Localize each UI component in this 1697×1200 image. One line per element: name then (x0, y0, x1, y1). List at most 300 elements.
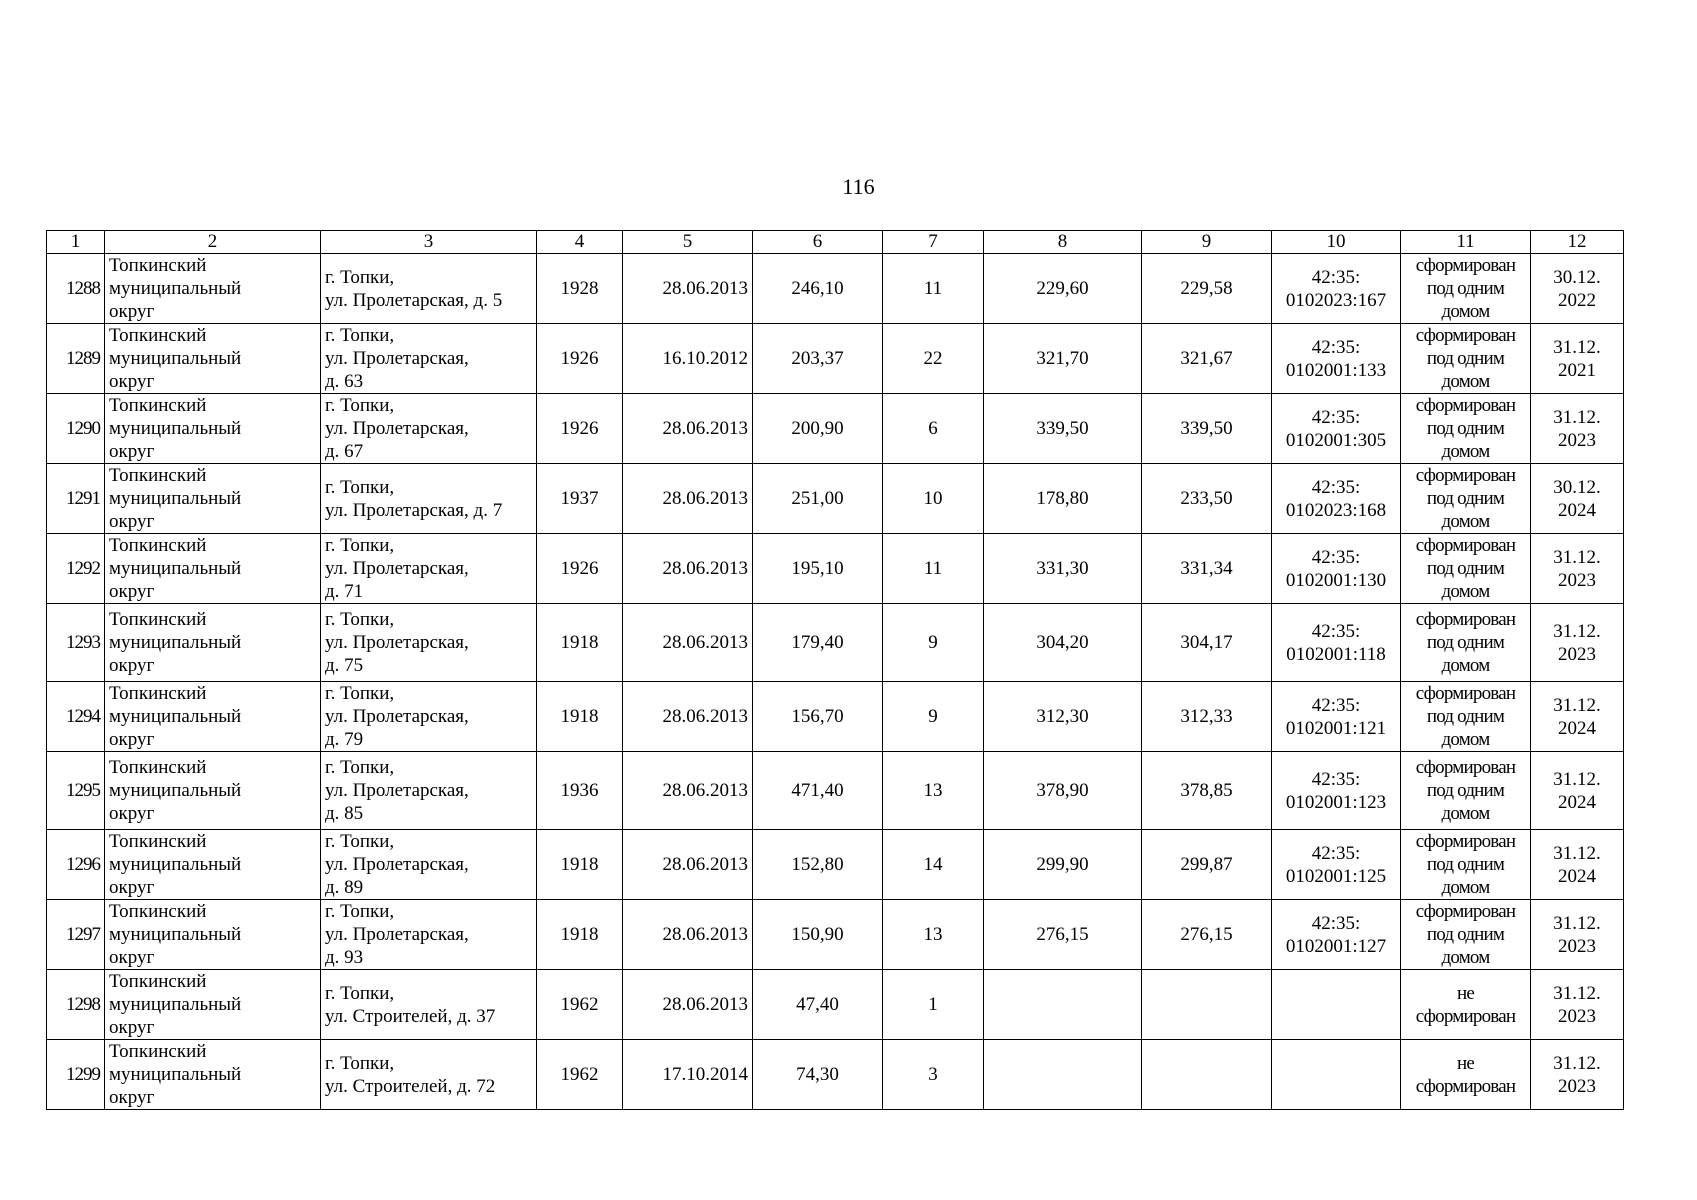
land-status-line: под одним (1426, 780, 1505, 801)
value-8-cell: 178,80 (984, 464, 1142, 534)
municipality-line: Топкинский (109, 325, 207, 346)
value-8-cell (984, 970, 1142, 1040)
housing-registry-table (46, 230, 1624, 1110)
municipality-line: муниципальный (109, 348, 242, 369)
due-date-line: 2023 (1558, 1075, 1596, 1097)
value-6-cell: 74,30 (753, 1040, 883, 1110)
value-7-cell: 14 (883, 830, 984, 900)
municipality-line: округ (109, 729, 155, 750)
land-status-line: домом (1441, 301, 1490, 322)
row-number-cell: 1292 (47, 534, 105, 604)
address-line: г. Топки, (325, 982, 395, 1004)
cadastral-number-line: 0102023:168 (1285, 499, 1387, 521)
column-header: 12 (1531, 231, 1624, 254)
table-row (47, 970, 1624, 1040)
value-6-cell: 156,70 (753, 682, 883, 752)
land-status-line: сформирован (1415, 609, 1516, 630)
due-date-line: 31.12. (1553, 406, 1601, 428)
row-number-cell: 1288 (47, 254, 105, 324)
address-line: ул. Пролетарская, (325, 780, 469, 801)
value-8-cell: 312,30 (984, 682, 1142, 752)
land-status-cell (1401, 394, 1531, 464)
land-status-line: под одним (1426, 558, 1505, 579)
land-status-line: под одним (1426, 418, 1505, 439)
construction-year-cell: 1937 (537, 464, 623, 534)
column-header: 9 (1142, 231, 1272, 254)
due-date-cell (1531, 752, 1624, 830)
municipality-cell (105, 324, 321, 394)
table-row (47, 900, 1624, 970)
land-status-line: сформирован (1415, 1005, 1516, 1027)
land-status-line: сформирован (1415, 683, 1516, 704)
land-status-cell (1401, 254, 1531, 324)
cadastral-number-line: 42:35: (1311, 546, 1361, 568)
municipality-cell (105, 970, 321, 1040)
cadastral-number-cell (1272, 534, 1401, 604)
value-9-cell (1142, 970, 1272, 1040)
address-line: ул. Пролетарская, (325, 706, 469, 727)
address-line: ул. Пролетарская, (325, 854, 469, 875)
address-line: д. 93 (325, 947, 364, 968)
land-status-line: под одним (1426, 488, 1505, 509)
municipality-line: муниципальный (109, 278, 242, 299)
value-6-cell: 246,10 (753, 254, 883, 324)
address-line: д. 67 (325, 441, 364, 462)
land-status-line: домом (1441, 371, 1490, 392)
address-line: ул. Пролетарская, (325, 418, 469, 439)
value-6-cell: 47,40 (753, 970, 883, 1040)
cadastral-number-cell (1272, 900, 1401, 970)
address-line: ул. Пролетарская, (325, 348, 469, 369)
land-status-cell (1401, 324, 1531, 394)
land-status-line: домом (1441, 729, 1490, 750)
address-line: д. 71 (325, 581, 364, 602)
table-row (47, 752, 1624, 830)
address-line: д. 89 (325, 877, 364, 898)
municipality-cell (105, 254, 321, 324)
land-status-cell (1401, 464, 1531, 534)
municipality-line: Топкинский (109, 971, 207, 992)
address-line: г. Топки, (325, 325, 395, 346)
column-header: 5 (623, 231, 753, 254)
due-date-line: 31.12. (1553, 768, 1601, 790)
construction-year-cell: 1926 (537, 394, 623, 464)
row-number-cell: 1295 (47, 752, 105, 830)
value-6-cell: 152,80 (753, 830, 883, 900)
due-date-line: 2024 (1558, 865, 1596, 887)
municipality-line: муниципальный (109, 632, 242, 653)
municipality-line: Топкинский (109, 535, 207, 556)
cadastral-number-cell (1272, 394, 1401, 464)
address-cell (321, 752, 537, 830)
municipality-cell (105, 464, 321, 534)
address-line: г. Топки, (325, 395, 395, 416)
date-cell: 17.10.2014 (623, 1040, 753, 1110)
land-status-line: под одним (1426, 632, 1505, 653)
municipality-line: муниципальный (109, 994, 242, 1015)
municipality-line: округ (109, 803, 155, 824)
value-7-cell: 10 (883, 464, 984, 534)
header-row (47, 231, 1624, 254)
value-6-cell: 200,90 (753, 394, 883, 464)
due-date-line: 31.12. (1553, 1052, 1601, 1074)
municipality-line: округ (109, 371, 155, 392)
address-line: ул. Пролетарская, (325, 924, 469, 945)
value-7-cell: 6 (883, 394, 984, 464)
value-7-cell: 1 (883, 970, 984, 1040)
construction-year-cell: 1918 (537, 830, 623, 900)
cadastral-number-line: 42:35: (1311, 266, 1361, 288)
value-9-cell: 229,58 (1142, 254, 1272, 324)
municipality-line: округ (109, 947, 155, 968)
address-cell (321, 970, 537, 1040)
row-number-cell: 1296 (47, 830, 105, 900)
cadastral-number-cell (1272, 464, 1401, 534)
municipality-line: Топкинский (109, 609, 207, 630)
date-cell: 28.06.2013 (623, 970, 753, 1040)
municipality-cell (105, 752, 321, 830)
column-header: 3 (321, 231, 537, 254)
cadastral-number-line: 0102001:125 (1285, 865, 1387, 887)
value-7-cell: 9 (883, 604, 984, 682)
value-9-cell: 321,67 (1142, 324, 1272, 394)
date-cell: 28.06.2013 (623, 394, 753, 464)
municipality-line: Топкинский (109, 757, 207, 778)
address-cell (321, 604, 537, 682)
cadastral-number-line: 42:35: (1311, 620, 1361, 642)
municipality-line: округ (109, 1087, 155, 1108)
date-cell: 28.06.2013 (623, 682, 753, 752)
due-date-line: 2024 (1558, 791, 1596, 813)
municipality-line: округ (109, 301, 155, 322)
date-cell: 28.06.2013 (623, 900, 753, 970)
cadastral-number-line: 42:35: (1311, 912, 1361, 934)
page-number: 116 (842, 174, 875, 199)
value-8-cell: 378,90 (984, 752, 1142, 830)
cadastral-number-line: 0102023:167 (1285, 289, 1387, 311)
cadastral-number-line: 0102001:305 (1285, 429, 1387, 451)
due-date-line: 2023 (1558, 643, 1596, 665)
cadastral-number-line: 0102001:121 (1285, 717, 1387, 739)
cadastral-number-cell (1272, 682, 1401, 752)
municipality-cell (105, 1040, 321, 1110)
land-status-line: сформирован (1415, 395, 1516, 416)
due-date-line: 2022 (1558, 289, 1596, 311)
value-9-cell: 339,50 (1142, 394, 1272, 464)
value-7-cell: 22 (883, 324, 984, 394)
land-status-cell (1401, 682, 1531, 752)
address-cell (321, 900, 537, 970)
table-body (47, 231, 1624, 1110)
due-date-line: 31.12. (1553, 842, 1601, 864)
construction-year-cell: 1918 (537, 682, 623, 752)
due-date-line: 31.12. (1553, 982, 1601, 1004)
table-row (47, 830, 1624, 900)
address-line: г. Топки, (325, 476, 395, 498)
value-7-cell: 9 (883, 682, 984, 752)
due-date-line: 2023 (1558, 569, 1596, 591)
value-7-cell: 11 (883, 254, 984, 324)
cadastral-number-cell (1272, 254, 1401, 324)
land-status-cell (1401, 970, 1531, 1040)
address-cell (321, 682, 537, 752)
due-date-cell (1531, 534, 1624, 604)
address-cell (321, 830, 537, 900)
due-date-cell (1531, 1040, 1624, 1110)
table-row (47, 254, 1624, 324)
column-header: 10 (1272, 231, 1401, 254)
row-number-cell: 1298 (47, 970, 105, 1040)
due-date-cell (1531, 830, 1624, 900)
municipality-line: муниципальный (109, 706, 242, 727)
due-date-line: 30.12. (1553, 476, 1601, 498)
address-line: ул. Пролетарская, (325, 632, 469, 653)
due-date-line: 2021 (1558, 359, 1596, 381)
address-cell (321, 464, 537, 534)
land-status-line: домом (1441, 947, 1490, 968)
row-number-cell: 1299 (47, 1040, 105, 1110)
due-date-line: 2023 (1558, 429, 1596, 451)
cadastral-number-line: 0102001:118 (1286, 643, 1386, 665)
cadastral-number-line: 0102001:127 (1285, 935, 1387, 957)
value-9-cell: 304,17 (1142, 604, 1272, 682)
row-number-cell: 1290 (47, 394, 105, 464)
value-6-cell: 195,10 (753, 534, 883, 604)
due-date-line: 31.12. (1553, 912, 1601, 934)
date-cell: 28.06.2013 (623, 830, 753, 900)
cadastral-number-cell (1272, 324, 1401, 394)
due-date-cell (1531, 464, 1624, 534)
address-line: г. Топки, (325, 1052, 395, 1074)
municipality-line: округ (109, 511, 155, 532)
column-header: 1 (47, 231, 105, 254)
cadastral-number-line: 0102001:133 (1285, 359, 1387, 381)
municipality-cell (105, 534, 321, 604)
cadastral-number-line: 42:35: (1311, 694, 1361, 716)
municipality-line: округ (109, 655, 155, 676)
due-date-line: 2024 (1558, 717, 1596, 739)
land-status-line: домом (1441, 581, 1490, 602)
municipality-line: Топкинский (109, 465, 207, 486)
table-row (47, 324, 1624, 394)
municipality-cell (105, 394, 321, 464)
due-date-line: 30.12. (1553, 266, 1601, 288)
address-cell (321, 324, 537, 394)
cadastral-number-line: 42:35: (1311, 336, 1361, 358)
value-9-cell: 331,34 (1142, 534, 1272, 604)
municipality-line: муниципальный (109, 780, 242, 801)
value-9-cell: 378,85 (1142, 752, 1272, 830)
date-cell: 28.06.2013 (623, 254, 753, 324)
municipality-cell (105, 604, 321, 682)
address-line: г. Топки, (325, 683, 395, 704)
value-6-cell: 251,00 (753, 464, 883, 534)
construction-year-cell: 1962 (537, 1040, 623, 1110)
column-header: 6 (753, 231, 883, 254)
construction-year-cell: 1936 (537, 752, 623, 830)
value-8-cell: 276,15 (984, 900, 1142, 970)
due-date-cell (1531, 682, 1624, 752)
land-status-cell (1401, 830, 1531, 900)
value-9-cell: 233,50 (1142, 464, 1272, 534)
value-8-cell: 321,70 (984, 324, 1142, 394)
cadastral-number-line: 0102001:123 (1285, 791, 1387, 813)
address-line: д. 75 (325, 655, 364, 676)
municipality-line: муниципальный (109, 1064, 242, 1085)
municipality-cell (105, 830, 321, 900)
land-status-line: сформирован (1415, 325, 1516, 346)
land-status-line: домом (1441, 877, 1490, 898)
address-line: г. Топки, (325, 609, 395, 630)
value-8-cell: 304,20 (984, 604, 1142, 682)
value-8-cell: 339,50 (984, 394, 1142, 464)
address-line: д. 85 (325, 803, 364, 824)
municipality-line: муниципальный (109, 924, 242, 945)
due-date-line: 2023 (1558, 935, 1596, 957)
cadastral-number-line: 42:35: (1311, 406, 1361, 428)
address-line: ул. Строителей, д. 37 (325, 1005, 496, 1027)
land-status-cell (1401, 752, 1531, 830)
due-date-line: 2024 (1558, 499, 1596, 521)
value-8-cell (984, 1040, 1142, 1110)
municipality-line: округ (109, 877, 155, 898)
address-line: г. Топки, (325, 266, 395, 288)
address-cell (321, 254, 537, 324)
value-9-cell: 312,33 (1142, 682, 1272, 752)
land-status-line: домом (1441, 511, 1490, 532)
due-date-line: 31.12. (1553, 336, 1601, 358)
value-7-cell: 13 (883, 900, 984, 970)
due-date-line: 31.12. (1553, 546, 1601, 568)
column-header: 2 (105, 231, 321, 254)
row-number-cell: 1297 (47, 900, 105, 970)
land-status-line: сформирован (1415, 757, 1516, 778)
date-cell: 28.06.2013 (623, 534, 753, 604)
land-status-line: домом (1441, 803, 1490, 824)
row-number-cell: 1289 (47, 324, 105, 394)
due-date-line: 31.12. (1553, 694, 1601, 716)
address-line: д. 63 (325, 371, 364, 392)
construction-year-cell: 1928 (537, 254, 623, 324)
address-cell (321, 1040, 537, 1110)
value-9-cell (1142, 1040, 1272, 1110)
land-status-line: сформирован (1415, 901, 1516, 922)
land-status-line: под одним (1426, 348, 1505, 369)
table-row (47, 682, 1624, 752)
land-status-line: домом (1441, 655, 1490, 676)
municipality-cell (105, 900, 321, 970)
cadastral-number-cell (1272, 1040, 1401, 1110)
due-date-cell (1531, 970, 1624, 1040)
municipality-cell (105, 682, 321, 752)
land-status-line: сформирован (1415, 465, 1516, 486)
land-status-cell (1401, 604, 1531, 682)
address-line: д. 79 (325, 729, 364, 750)
due-date-cell (1531, 604, 1624, 682)
municipality-line: Топкинский (109, 255, 207, 276)
due-date-line: 31.12. (1553, 620, 1601, 642)
land-status-line: под одним (1426, 278, 1505, 299)
municipality-line: Топкинский (109, 395, 207, 416)
municipality-line: муниципальный (109, 558, 242, 579)
due-date-cell (1531, 900, 1624, 970)
municipality-line: муниципальный (109, 418, 242, 439)
construction-year-cell: 1962 (537, 970, 623, 1040)
date-cell: 16.10.2012 (623, 324, 753, 394)
due-date-cell (1531, 254, 1624, 324)
cadastral-number-cell (1272, 970, 1401, 1040)
column-header: 8 (984, 231, 1142, 254)
address-line: г. Топки, (325, 901, 395, 922)
date-cell: 28.06.2013 (623, 464, 753, 534)
value-6-cell: 179,40 (753, 604, 883, 682)
land-status-line: под одним (1426, 924, 1505, 945)
land-status-line: сформирован (1415, 1075, 1516, 1097)
table-row (47, 534, 1624, 604)
column-header: 11 (1401, 231, 1531, 254)
land-status-line: под одним (1426, 706, 1505, 727)
municipality-line: округ (109, 581, 155, 602)
address-line: г. Топки, (325, 757, 395, 778)
due-date-line: 2023 (1558, 1005, 1596, 1027)
land-status-cell (1401, 900, 1531, 970)
land-status-line: сформирован (1415, 255, 1516, 276)
value-8-cell: 299,90 (984, 830, 1142, 900)
municipality-line: Топкинский (109, 831, 207, 852)
cadastral-number-line: 42:35: (1311, 842, 1361, 864)
construction-year-cell: 1918 (537, 604, 623, 682)
municipality-line: муниципальный (109, 488, 242, 509)
value-6-cell: 471,40 (753, 752, 883, 830)
row-number-cell: 1291 (47, 464, 105, 534)
construction-year-cell: 1926 (537, 534, 623, 604)
municipality-line: округ (109, 1017, 155, 1038)
address-line: г. Топки, (325, 535, 395, 556)
land-status-line: под одним (1426, 854, 1505, 875)
land-status-line: не (1456, 1052, 1474, 1074)
value-7-cell: 3 (883, 1040, 984, 1110)
address-line: г. Топки, (325, 831, 395, 852)
column-header: 4 (537, 231, 623, 254)
address-line: ул. Пролетарская, д. 7 (325, 499, 503, 521)
land-status-cell (1401, 534, 1531, 604)
address-cell (321, 394, 537, 464)
construction-year-cell: 1926 (537, 324, 623, 394)
address-cell (321, 534, 537, 604)
cadastral-number-line: 42:35: (1311, 768, 1361, 790)
cadastral-number-cell (1272, 604, 1401, 682)
column-header: 7 (883, 231, 984, 254)
table-row (47, 464, 1624, 534)
value-6-cell: 203,37 (753, 324, 883, 394)
municipality-line: муниципальный (109, 854, 242, 875)
address-line: ул. Строителей, д. 72 (325, 1075, 496, 1097)
cadastral-number-cell (1272, 830, 1401, 900)
municipality-line: Топкинский (109, 1041, 207, 1062)
land-status-line: сформирован (1415, 831, 1516, 852)
row-number-cell: 1294 (47, 682, 105, 752)
value-7-cell: 13 (883, 752, 984, 830)
construction-year-cell: 1918 (537, 900, 623, 970)
value-8-cell: 331,30 (984, 534, 1142, 604)
value-8-cell: 229,60 (984, 254, 1142, 324)
due-date-cell (1531, 324, 1624, 394)
municipality-line: Топкинский (109, 901, 207, 922)
table-row (47, 604, 1624, 682)
value-6-cell: 150,90 (753, 900, 883, 970)
date-cell: 28.06.2013 (623, 604, 753, 682)
due-date-cell (1531, 394, 1624, 464)
